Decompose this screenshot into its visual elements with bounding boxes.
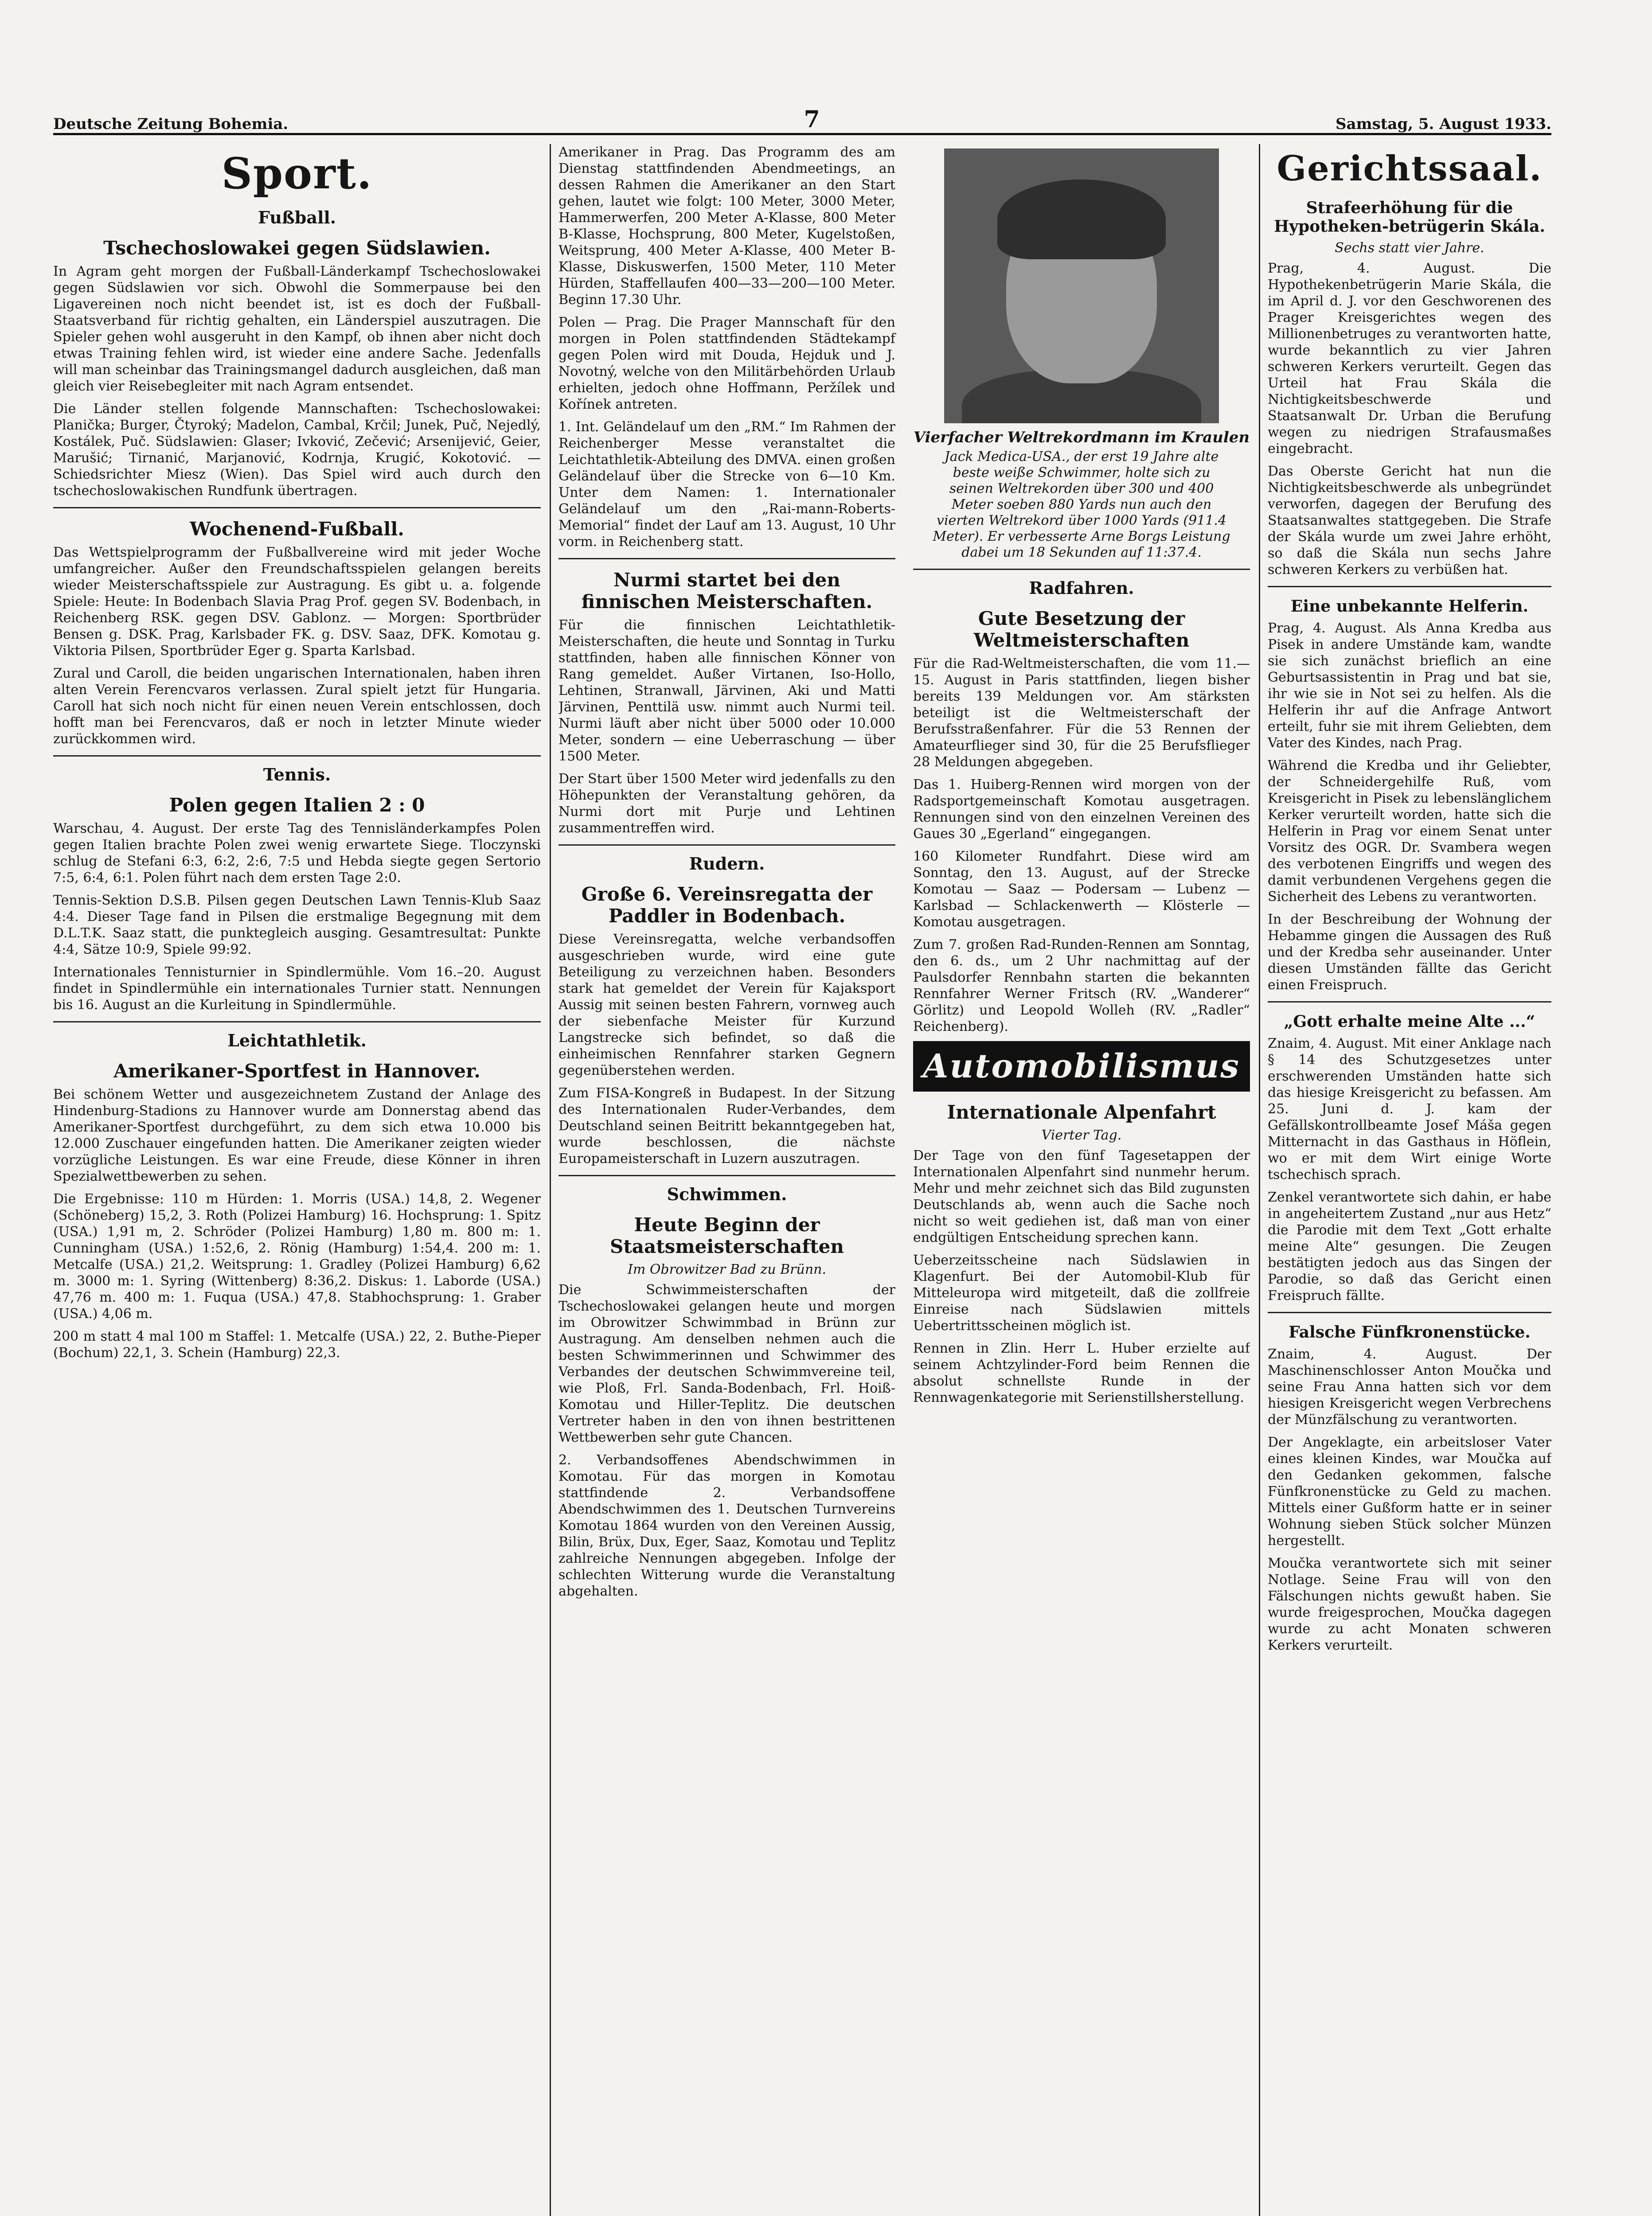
photo-caption: Jack Medica-USA., der erst 19 Jahre alte beste weiße Schwimmer, holte sich zu seinen Weltrekorden über 300 und 400 Meter soeben 880 Yards nun auch den vierten Weltrekord über 1000 Yards (911.4 Meter). Er verbesserte Arne Borgs Leistung dabei um 18 Sekunden auf 11:37.4. xyxy=(933,449,1230,560)
divider xyxy=(53,1021,541,1022)
photo-block xyxy=(913,148,1250,561)
upper-row xyxy=(558,144,1250,1606)
upper-right-block xyxy=(913,144,1250,1606)
divider xyxy=(1268,1312,1551,1313)
column-rule-1 xyxy=(550,144,551,2216)
paragraph: 2. Verbandsoffenes Abendschwimmen in Komotau. Für das morgen in Komotau stattfindende 2. Verbandsoffene Abendschwimmen des 1. Deutschen Turnvereins Komotau 1864 wurden von den Vereinen Aussig, Bilin, Brüx, Dux, Eger, Saaz, Komotau und Teplitz zahlreiche Nennungen abgegeben. Infolge der schlechten Witterung wurde die Veranstaltung abgehalten. xyxy=(558,1452,895,1599)
headline-nurmi: Nurmi startet bei den finnischen Meisterschaften. xyxy=(581,569,873,613)
paragraph: Prag, 4. August. Die Hypothekenbetrügerin Marie Skála, die im April d. J. vor den Geschworenen des Prager Kreisgerichtes wegen des Millionenbetruges zu verantworten hatte, wurde bekanntlich zu vier Jahren schweren Kerkers verurteilt. Gegen das Urteil hat Frau Skála die Nichtigkeitsbeschwerde und Staatsanwalt Dr. Urban die Berufung wegen zu niedrigen Strafausmaßes eingebracht. xyxy=(1268,261,1551,456)
paragraph: Diese Vereinsregatta, welche verbandsoffen ausgeschrieben wurde, wird eine gute Beteiligung zu verzeichnen haben. Besonders stark hat gemeldet der Verein für Kajaksport Aussig mit seinen besten Fahrern, vornweg auch der siebenfache Meister für Kurzund Langstrecke sich befindet, so daß die einheimischen Rennfahrer starken Gegnern gegenüberstehen werden. xyxy=(558,932,895,1078)
paragraph: Der Angeklagte, ein arbeitsloser Vater eines kleinen Kindes, war Moučka auf den Gedanken gekommen, falsche Fünfkronenstücke zu Geld zu machen. Mittels einer Gußform hatte er in seiner Wohnung sieben Stück solcher Münzen hergestellt. xyxy=(1268,1435,1551,1549)
subsection-rudern: Rudern. xyxy=(689,854,765,874)
paragraph: 160 Kilometer Rundfahrt. Diese wird am Sonntag, den 13. August, auf der Strecke Komotau — Saaz — Podersam — Lubenz — Karlsbad — Schlackenwerth — Klösterle — Komotau ausgetragen. xyxy=(913,849,1250,930)
paragraph: Das 1. Huiberg-Rennen wird morgen von der Radsportgemeinschaft Komotau ausgetragen. Rennungen sind von den einzelnen Vereinen des Gaues 30 „Egerland“ eingegangen. xyxy=(913,777,1250,842)
paragraph: Moučka verantwortete sich mit seiner Notlage. Seine Frau will von den Fälschungen nichts gewußt haben. Sie wurde freigesprochen, Moučka dagegen wurde zu acht Monaten schweren Kerkers verurteilt. xyxy=(1268,1556,1551,1653)
paragraph: Zum 7. großen Rad-Runden-Rennen am Sonntag, den 6. ds., um 2 Uhr nachmittag auf der Paulsdorfer Rennbahn starten die bekannten Rennfahrer Werner Fritsch (RV. „Wanderer“ Görlitz) und Leopold Wolleh (RV. „Radler“ Reichenberg). xyxy=(913,937,1250,1034)
paragraph: Ueberzeitsscheine nach Südslawien in Klagenfurt. Bei der Automobil-Klub für Mitteleuropa wird mitgeteilt, daß die zollfreie Einreise nach Südslawien mittels Uebertrittsscheinen möglich ist. xyxy=(913,1252,1250,1334)
divider xyxy=(913,569,1250,570)
divider xyxy=(53,755,541,757)
paragraph: Für die Rad-Weltmeisterschaften, die vom 11.—15. August in Paris stattfinden, liegen bisher bereits 139 Meldungen vor. Am stärksten beteiligt ist die Weltmeisterschaft der Berufsstraßenfahrer. Für die 53 Rennen der Amateurflieger sind 30, für die 25 Berufsflieger 28 Meldungen abgegeben. xyxy=(913,656,1250,770)
paragraph: Die Ergebnisse: 110 m Hürden: 1. Morris (USA.) 14,8, 2. Wegener (Schöneberg) 15,2, 3. Roth (Polizei Hamburg) 16. Hochsprung: 1. Spitz (USA.) 1,91 m, 2. Schröder (Polizei Hamburg) 1,80 m. 800 m: 1. Cunningham (USA.) 1:52,6, 2. Rönig (Hamburg) 1:54,4. 200 m: 1. Metcalfe (USA.) 21,2. Weitsprung: 1. Gradley (Polizei Hamburg) 6,62 m. 3000 m: 1. Syring (Wittenberg) 8:36,2. Diskus: 1. Laborde (USA.) 47,76 m. 400 m: 1. Fuqua (USA.) 47,8. Stabhochsprung: 1. Graber (USA.) 4,06 m. xyxy=(53,1191,541,1322)
headline-wochenend-fussball: Wochenend-Fußball. xyxy=(190,518,404,540)
section-title-sport: Sport. xyxy=(221,148,373,199)
paragraph: 1. Int. Geländelauf um den „RM.“ Im Rahmen der Reichenberger Messe veranstaltet die Leichtathletik-Abteilung des DMVA. einen großen Geländelauf über die Strecke von 6—10 Km. Unter dem Namen: 1. Internationaler Geländelauf um den „Rai-mann-Roberts-Memorial“ findet der Lauf am 13. August, 10 Uhr vorm. in Reichenberg statt. xyxy=(558,419,895,550)
section-title-gerichtssaal: Gerichtssaal. xyxy=(1277,148,1543,189)
paragraph: Die Länder stellen folgende Mannschaften: Tschechoslowakei: Planička; Burger, Čtyroký; Madelon, Cambal, Krčil; Junek, Puč, Nejedlý, Kostálek, Puč. Südslawien: Glaser; Ivković, Zečević; Arsenijević, Geier, Marušić; Tirnanić, Marjanović, Kodrnja, Krugić, Kokotović. — Schiedsrichter Miesz (Wien). Das Spiel wird auch durch den tschechoslowakischen Rundfunk übertragen. xyxy=(53,401,541,499)
headline-skala: Strafeerhöhung für die Hypotheken-betrügerin Skála. xyxy=(1274,199,1545,236)
headline-unbekannte-helferin: Eine unbekannte Helferin. xyxy=(1290,597,1529,616)
divider xyxy=(1268,586,1551,587)
subsection-leichtathletik: Leichtathletik. xyxy=(227,1030,367,1050)
subheadline-sechs-jahre: Sechs statt vier Jahre. xyxy=(1335,240,1484,256)
paragraph: 200 m statt 4 mal 100 m Staffel: 1. Metcalfe (USA.) 22, 2. Buthe-Pieper (Bochum) 22,1, 3. Schein (Hamburg) 22,3. xyxy=(53,1329,541,1361)
headline-tschechoslowakei-suedslawien: Tschechoslowakei gegen Südslawien. xyxy=(103,237,491,259)
paragraph: Znaim, 4. August. Der Maschinenschlosser Anton Moučka und seine Frau Anna hatten sich vor dem hiesigen Kreisgericht wegen Verbrechens der Münzfälschung zu verantworten. xyxy=(1268,1346,1551,1428)
paragraph: Für die finnischen Leichtathletik-Meisterschaften, die heute und Sonntag in Turku stattfinden, haben alle finnischen Könner von Rang gemeldet. Außer Virtanen, Iso-Hollo, Lehtinen, Stranwall, Järvinen, Aki und Matti Järvinen, Penttilä usw. nimmt auch Nurmi teil. Nurmi läuft aber nicht über 5000 oder 10.000 Meter, sondern — eine Ueberraschung — über 1500 Meter. xyxy=(558,617,895,764)
headline-fuenfkronenstuecke: Falsche Fünfkronenstücke. xyxy=(1289,1323,1531,1342)
paragraph: In Agram geht morgen der Fußball-Länderkampf Tschechoslowakei gegen Südslawien vor sich. Obwohl die Sommerpause bei den Ligavereinen noch nicht beendet ist, ist es doch der Fußball-Staatsverband für richtig gehalten, ein Länderspiel auszutragen. Die Spieler gehen wohl ausgeruht in den Kampf, ob ihnen aber nicht doch etwas Training fehlen wird, ist wieder eine andere Sache. Jedenfalls will man scheinbar das Trainingsmangel dadurch ausgleichen, daß man gleich vier Reisebegleiter mit nach Agram entsendet. xyxy=(53,264,541,394)
headline-alpenfahrt: Internationale Alpenfahrt xyxy=(947,1101,1216,1123)
column-gerichtssaal xyxy=(1268,144,1551,2216)
paragraph: Die Schwimmeisterschaften der Tschechoslowakei gelangen heute und morgen im Obrowitzer Schwimmbad in Brünn zur Austragung. Am denselben nehmen auch die besten Schwimmerinnen und Schwimmer des Verbandes der deutschen Schwimmvereine teil, wie Ploß, Frl. Sanda-Bodenbach, Frl. Hoiß-Komotau und Hiller-Teplitz. Die deutschen Vertreter haben in den von ihnen bestrittenen Wettbewerben sehr gute Chancen. xyxy=(558,1282,895,1445)
paragraph: Zenkel verantwortete sich dahin, er habe in angeheitertem Zustand „nur aus Hetz“ die Parodie mit dem Text „Gott erhalte meine Alte“ gesungen. Die Zeugen bestätigten jedoch aus das Singen der Parodie, so daß das Gericht einen Freispruch fällte. xyxy=(1268,1190,1551,1303)
divider xyxy=(558,1175,895,1176)
divider xyxy=(558,844,895,846)
paragraph: Zural und Caroll, die beiden ungarischen Internationalen, haben ihren alten Verein Ferencvaros verlassen. Zural spielt jetzt für Hungaria. Caroll hat sich noch nicht für einen neuen Verein entschlossen, doch hofft man bei Ferencvaros, daß er noch in letzter Minute wieder zurückkommen wird. xyxy=(53,666,541,747)
divider xyxy=(53,507,541,508)
swimmer-photo xyxy=(944,148,1219,423)
headline-weltmeisterschaften: Gute Besetzung der Weltmeisterschaften xyxy=(973,608,1190,651)
masthead-title: Deutsche Zeitung Bohemia. xyxy=(53,115,289,133)
headline-amerikaner-sportfest: Amerikaner-Sportfest in Hannover. xyxy=(113,1060,480,1082)
subheadline-vierter-tag: Vierter Tag. xyxy=(1041,1128,1122,1143)
paragraph: Das Oberste Gericht hat nun die Nichtigkeitsbeschwerde als unbegründet verworfen, dagegen der Berufung des Staatsanwaltes stattgegeben. Die Strafe der Skála wurde um zwei Jahre erhöht, so daß die Skála nun sechs Jahre schweren Kerkers zu verbüßen hat. xyxy=(1268,464,1551,577)
headline-staatsmeisterschaften: Heute Beginn der Staatsmeisterschaften xyxy=(610,1214,844,1257)
headline-gott-erhalte: „Gott erhalte meine Alte ...“ xyxy=(1284,1012,1535,1031)
subsection-fussball: Fußball. xyxy=(258,207,336,227)
paragraph: Zum FISA-Kongreß in Budapest. In der Sitzung des Internationalen Ruder-Verbandes, dem Deutschland seinen Beitritt bekanntgegeben hat, wurde beschlossen, die nächste Europameisterschaft in Luzern auszutragen. xyxy=(558,1085,895,1167)
paragraph: In der Beschreibung der Wohnung der Hebamme gingen die Aussagen des Ruß und der Kredba sehr auseinander. Unter diesen Umständen fällte das Gericht einen Freispruch. xyxy=(1268,912,1551,993)
paragraph: Bei schönem Wetter und ausgezeichnetem Zustand der Anlage des Hindenburg-Stadions zu Hannover wurde am Donnerstag abend das Amerikaner-Sportfest durchgeführt, zu dem sich etwa 10.000 bis 12.000 Zuschauer eingefunden hatten. Die Amerikaner zeigten wieder vorzügliche Leistungen. Es war eine Freude, diese Könner in ihren Spezialwettbewerben zu sehen. xyxy=(53,1087,541,1184)
paragraph: Prag, 4. August. Als Anna Kredba aus Pisek in andere Umstände kam, wandte sie sich zunächst brieflich an eine Geburtsassistentin in Prag und bat sie, ihr wie sie in Not sei zu helfen. Als die Helferin ihr auf die Anfrage Antwort erteilt, fuhr sie mit ihrem Geliebten, dem Vater des Kindes, nach Prag. xyxy=(1268,620,1551,751)
divider xyxy=(1268,1001,1551,1003)
column-sport xyxy=(53,144,541,2216)
automobilismus-banner: Automobilismus xyxy=(913,1041,1250,1092)
masthead xyxy=(53,102,1551,135)
subheadline-obrowitzer-bad: Im Obrowitzer Bad zu Brünn. xyxy=(627,1262,827,1277)
subsection-schwimmen: Schwimmen. xyxy=(667,1184,787,1204)
paragraph: Warschau, 4. August. Der erste Tag des Tennisländerkampfes Polen gegen Italien brachte Polen zwei wenig erwartete Siege. Tloczynski schlug de Stefani 6:3, 6:2, 2:6, 7:5 und Hebda siegte gegen Sertorio 7:5, 6:4, 6:1. Polen führt nach dem ersten Tage 2:0. xyxy=(53,821,541,886)
subsection-tennis: Tennis. xyxy=(263,765,331,784)
paragraph: Polen — Prag. Die Prager Mannschaft für den morgen in Polen stattfindenden Städtekampf gegen Polen wird mit Douda, Hejduk und J. Novotný, welche von den Militärbehörden Urlaub erhielten, jedoch ohne Hoffmann, Peržílek und Kořínek antreten. xyxy=(558,315,895,412)
paragraph: Amerikaner in Prag. Das Programm des am Dienstag stattfindenden Abendmeetings, an dessen Rahmen die Amerikaner an den Start gehen, lautet wie folgt: 100 Meter, 3000 Meter, Hammerwerfen, 200 Meter A-Klasse, 800 Meter B-Klasse, Hochsprung, 800 Meter, Kugelstoßen, Weitsprung, 400 Meter A-Klasse, 400 Meter B-Klasse, Diskuswerfen, 1500 Meter, 110 Meter Hürden, Staffellaufen 400—33—200—100 Meter. Beginn 17.30 Uhr. xyxy=(558,144,895,308)
headline-polen-italien: Polen gegen Italien 2 : 0 xyxy=(169,794,425,816)
paragraph: Znaim, 4. August. Mit einer Anklage nach § 14 des Schutzgesetzes unter erschwerenden Umständen hatte sich das hiesige Kreisgericht zu befassen. Am 25. Juni d. J. kam der Gefällskontrollbeamte Josef Máša gegen Mitternacht in das Gasthaus in Höflein, wo er mit dem Wirt einige Worte tschechisch sprach. xyxy=(1268,1036,1551,1182)
paragraph: Der Start über 1500 Meter wird jedenfalls zu den Höhepunkten der Veranstaltung gehören, da Nurmi dort mit Purje und Lehtinen zusammentreffen wird. xyxy=(558,771,895,836)
paragraph: Internationales Tennisturnier in Spindlermühle. Vom 16.–20. August findet in Spindlermühle ein internationales Turnier statt. Nennungen bis 16. August an die Kurleitung in Spindlermühle. xyxy=(53,964,541,1013)
headline-vereinsregatta: Große 6. Vereinsregatta der Paddler in Bodenbach. xyxy=(581,883,873,927)
newspaper-page xyxy=(53,102,1551,2216)
column-rule-2 xyxy=(1259,144,1260,2216)
photo-caption-title: Vierfacher Weltrekordmann im Kraulen xyxy=(913,429,1250,446)
paragraph: Rennen in Zlin. Herr L. Huber erzielte auf seinem Achtzylinder-Ford beim Rennen die absolut schnellste Runde in der Rennwagenkategorie mit Serienstillsherstellung. xyxy=(913,1341,1250,1405)
column-sport-continued xyxy=(558,144,1250,2216)
masthead-date: Samstag, 5. August 1933. xyxy=(1336,115,1551,133)
divider xyxy=(558,558,895,559)
paragraph: Tennis-Sektion D.S.B. Pilsen gegen Deutschen Lawn Tennis-Klub Saaz 4:4. Dieser Tage fand in Pilsen die erstmalige Begegnung mit dem D.L.T.K. Saaz statt, die punktegleich ausging. Gesamtresultat: Punkte 4:4, Sätze 10:9, Spiele 99:92. xyxy=(53,893,541,957)
paragraph: Der Tage von den fünf Tagesetappen der Internationalen Alpenfahrt sind nunmehr herum. Mehr und mehr zeichnet sich das Bild zugunsten Deutschlands ab, wenn auch die Sache noch nicht so weit gediehen ist, daß man von einer endgültigen Entscheidung sprechen kann. xyxy=(913,1148,1250,1245)
subsection-radfahren: Radfahren. xyxy=(1029,578,1134,598)
page-number: 7 xyxy=(804,106,820,133)
paragraph: Das Wettspielprogramm der Fußballvereine wird mit jeder Woche umfangreicher. Außer den Freundschaftsspielen gelangen bereits wieder Meisterschaftsspiele zur Austragung. Es gibt u. a. folgende Spiele: Heute: In Bodenbach Slavia Prag Prof. gegen SV. Bodenbach, in Reichenberg RSK. gegen DSV. Gablonz. — Morgen: Sportbrüder Bensen g. DSK. Prag, Karlsbader FK. g. DSV. Saaz, DFK. Komotau g. Viktoria Pilsen, Sportbrüder Eger g. Sparta Karlsbad. xyxy=(53,545,541,659)
upper-left-text xyxy=(558,144,895,1606)
paragraph: Während die Kredba und ihr Geliebter, der Schneidergehilfe Ruß, vom Kreisgericht in Pisek zu lebenslänglichem Kerker verurteilt worden, hatte sich die Helferin in Prag vor einem Senat unter Vorsitz des OGR. Dr. Svambera wegen des verbotenen Eingriffs und wegen des damit verbundenen Vergehens gegen die Sicherheit des Lebens zu verantworten. xyxy=(1268,758,1551,905)
